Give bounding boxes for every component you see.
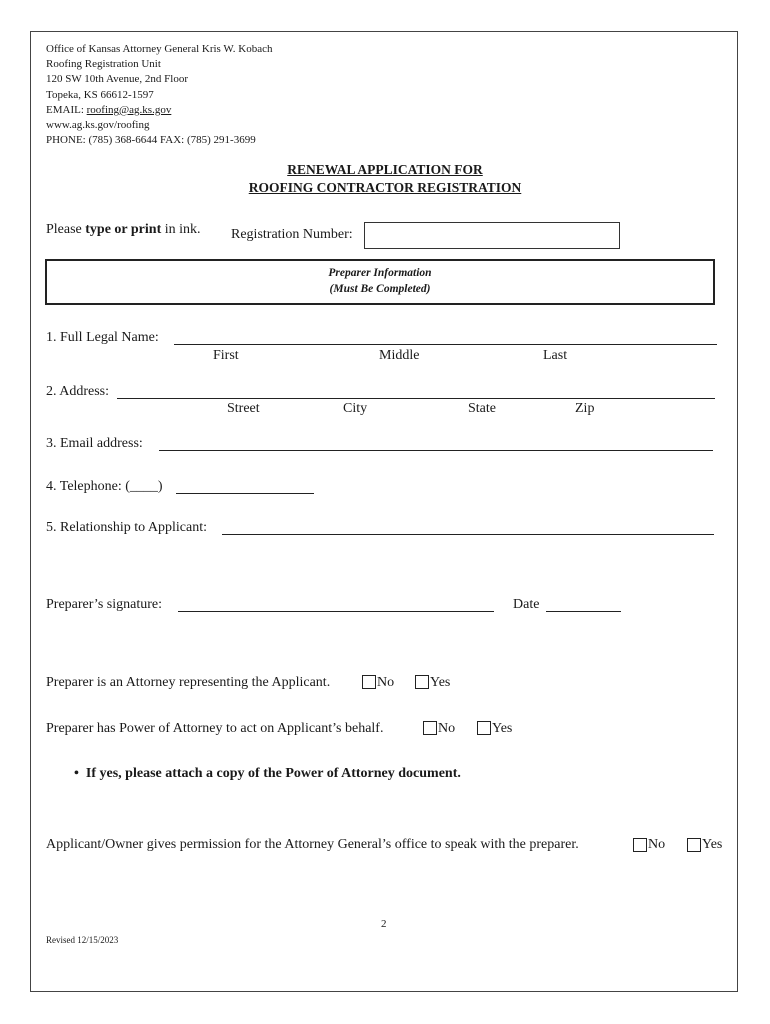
attorney-question: Preparer is an Attorney representing the Applicant.	[46, 675, 331, 690]
permission-yes-checkbox[interactable]	[687, 838, 701, 852]
registration-number-label: Registration Number:	[231, 227, 353, 242]
telephone-field[interactable]	[176, 493, 314, 494]
signature-date-field[interactable]	[546, 611, 621, 612]
telephone-label: 4. Telephone: (____)	[46, 479, 163, 494]
full-legal-name-field[interactable]	[174, 344, 717, 345]
addr-street-caption: Street	[227, 401, 260, 416]
attorney-yes-checkbox[interactable]	[415, 675, 429, 689]
email-address-label: 3. Email address:	[46, 436, 143, 451]
addr-state-caption: State	[468, 401, 496, 416]
signature-date-label: Date	[513, 597, 540, 612]
form-title-line1: RENEWAL APPLICATION FOR	[287, 162, 483, 177]
preparer-banner-title: Preparer Information	[328, 267, 432, 279]
permission-no-checkbox[interactable]	[633, 838, 647, 852]
agency-email-row	[46, 103, 272, 118]
relationship-field[interactable]	[222, 534, 714, 535]
agency-email-link[interactable]: roofing@ag.ks.gov	[86, 103, 172, 116]
permission-question: Applicant/Owner gives permission for the Attorney General’s office to speak with the preparer.	[46, 837, 579, 852]
agency-website[interactable]: www.ag.ks.gov/roofing	[46, 119, 150, 132]
agency-line: Office of Kansas Attorney General Kris W. Kobach	[46, 43, 273, 55]
power-of-attorney-question: Preparer has Power of Attorney to act on Applicant’s behalf.	[46, 721, 384, 736]
email-prefix: EMAIL:	[46, 103, 87, 116]
permission-yes-label: Yes	[702, 837, 723, 852]
attorney-yes-label: Yes	[430, 675, 451, 690]
instruction-prefix: Please	[46, 222, 86, 237]
attorney-no-label: No	[377, 675, 395, 690]
poa-no-label: No	[438, 721, 456, 736]
registration-number-field[interactable]	[364, 222, 620, 249]
revision-date: Revised 12/15/2023	[46, 935, 119, 945]
bullet-dot-icon: •	[74, 766, 86, 781]
email-address-field[interactable]	[159, 450, 713, 451]
preparer-banner-subtitle: (Must Be Completed)	[329, 283, 431, 295]
agency-phone-fax: PHONE: (785) 368-6644 FAX: (785) 291-3699	[46, 134, 256, 147]
agency-address-block	[46, 42, 272, 148]
name-first-caption: First	[213, 348, 239, 363]
permission-no-label: No	[648, 837, 666, 852]
page-number: 2	[381, 918, 387, 930]
name-middle-caption: Middle	[379, 348, 420, 363]
preparer-information-banner	[45, 259, 715, 305]
poa-no-checkbox[interactable]	[423, 721, 437, 735]
addr-city-caption: City	[343, 401, 368, 416]
poa-yes-checkbox[interactable]	[477, 721, 491, 735]
address-label: 2. Address:	[46, 384, 109, 399]
name-last-caption: Last	[543, 348, 568, 363]
address-field[interactable]	[117, 398, 715, 399]
attorney-no-checkbox[interactable]	[362, 675, 376, 689]
ink-instruction	[46, 222, 201, 238]
preparer-signature-field[interactable]	[178, 611, 494, 612]
form-title-line2: ROOFING CONTRACTOR REGISTRATION	[248, 180, 522, 195]
addr-zip-caption: Zip	[575, 401, 595, 416]
agency-line: Roofing Registration Unit	[46, 58, 161, 71]
full-legal-name-label: 1. Full Legal Name:	[46, 330, 159, 345]
instruction-suffix: in ink.	[161, 222, 201, 237]
relationship-label: 5. Relationship to Applicant:	[46, 520, 207, 535]
poa-attachment-text: If yes, please attach a copy of the Power of Attorney document.	[85, 766, 461, 781]
agency-line: Topeka, KS 66612-1597	[46, 88, 154, 101]
agency-line: 120 SW 10th Avenue, 2nd Floor	[46, 73, 188, 86]
poa-attachment-note	[74, 766, 461, 782]
preparer-signature-label: Preparer’s signature:	[46, 597, 162, 612]
instruction-bold: type or print	[85, 222, 162, 237]
poa-yes-label: Yes	[492, 721, 513, 736]
